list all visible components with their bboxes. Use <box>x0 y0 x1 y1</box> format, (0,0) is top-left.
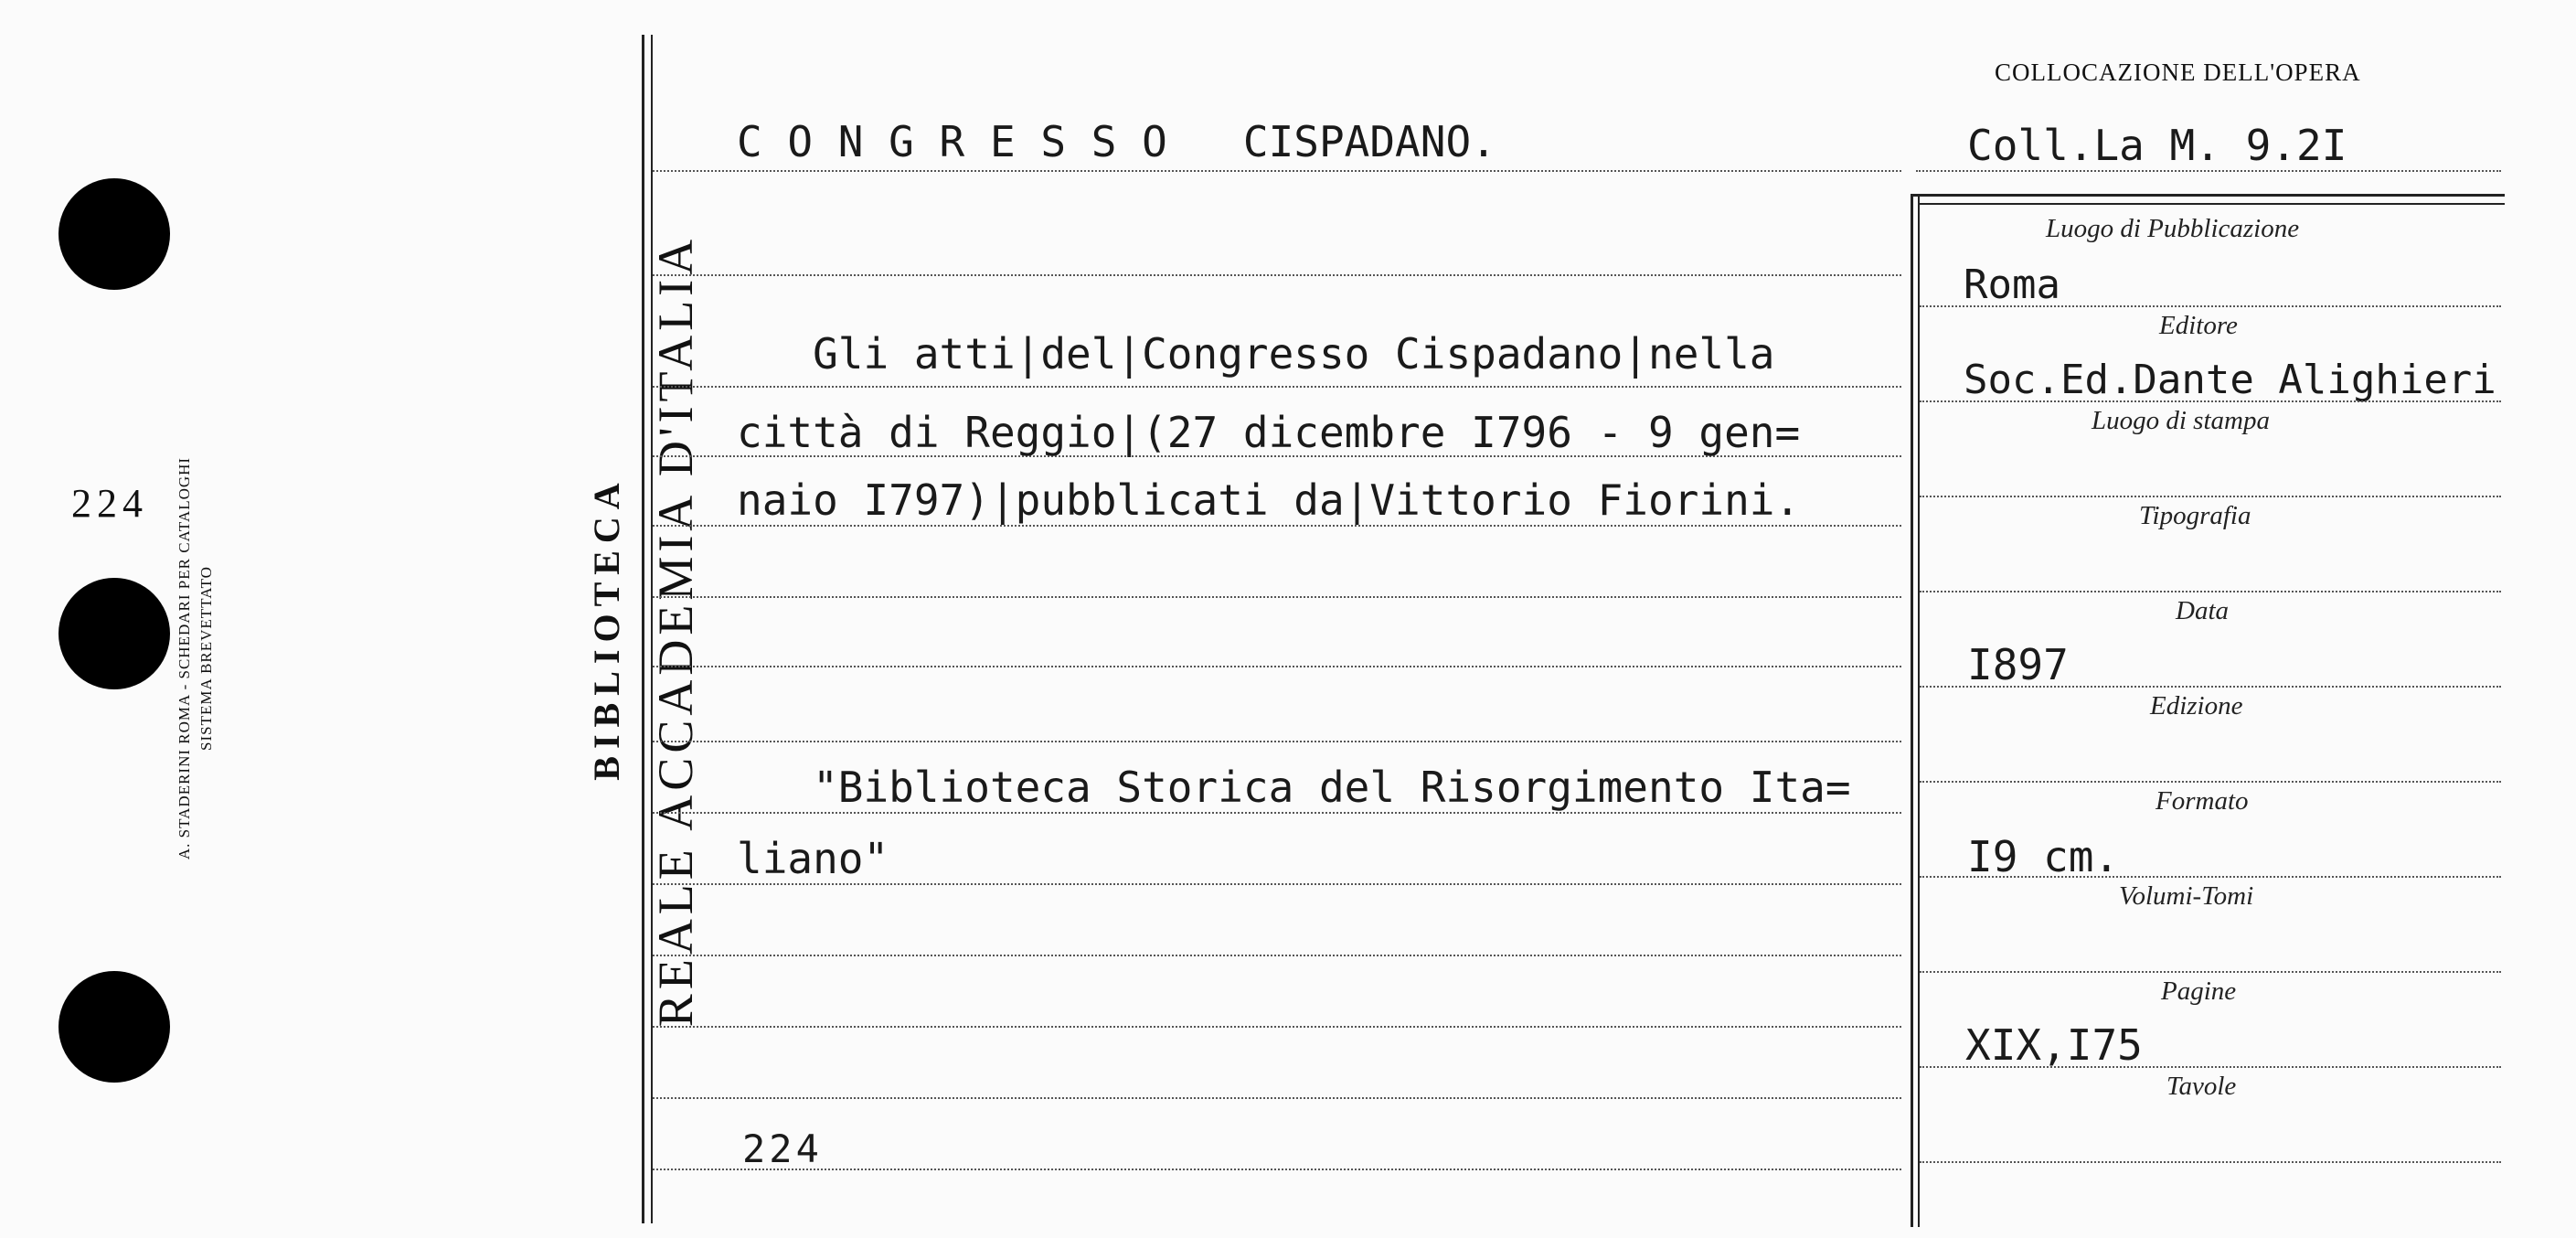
field-value-data: I897 <box>1967 640 2069 689</box>
field-label-tipografia: Tipografia <box>2139 501 2251 530</box>
main-rule <box>653 812 1901 814</box>
side-left-border-inner <box>1918 194 1920 1227</box>
field-value-editore: Soc.Ed.Dante Alighieri <box>1964 357 2496 403</box>
main-rule <box>653 741 1901 742</box>
printer-imprint-line2: SISTEMA BREVETTATO <box>197 566 215 751</box>
series-line-1: "Biblioteca Storica del Risorgimento Ita= <box>737 763 1851 812</box>
field-value-luogo-pubblicazione: Roma <box>1964 261 2060 308</box>
title-line-2: città di Reggio|(27 dicembre I796 - 9 gen= <box>737 408 1801 457</box>
main-rule <box>653 883 1901 885</box>
side-rule <box>1920 686 2501 688</box>
side-top-border-inner <box>1918 203 2505 205</box>
department-name: BIBLIOTECA <box>586 475 627 781</box>
institution-name: REALE ACCADEMIA D'ITALIA <box>648 234 703 1028</box>
collocation-value: Coll.La M. 9.2I <box>1967 121 2347 170</box>
main-left-border <box>642 35 644 1223</box>
field-label-editore: Editore <box>2159 311 2238 340</box>
main-rule <box>653 170 1901 172</box>
field-label-luogo-pubblicazione: Luogo di Pubblicazione <box>2046 214 2300 243</box>
side-rule <box>1920 1161 2501 1163</box>
printer-imprint <box>174 375 229 942</box>
title-line-3: naio I797)|pubblicati da|Vittorio Fiorini. <box>737 475 1801 525</box>
field-label-volumi-tomi: Volumi-Tomi <box>2119 881 2254 911</box>
main-rule <box>653 386 1901 388</box>
side-rule <box>1920 1066 2501 1068</box>
field-label-formato: Formato <box>2156 786 2249 816</box>
field-label-data: Data <box>2176 596 2229 625</box>
main-left-border-inner <box>651 35 653 1223</box>
collocation-header: COLLOCAZIONE DELL'OPERA <box>1995 59 2361 86</box>
side-rule <box>1920 591 2501 592</box>
field-label-tavole: Tavole <box>2166 1072 2237 1101</box>
bottom-card-number: 224 <box>742 1126 823 1171</box>
printer-imprint-line1: A. STADERINI ROMA - SCHEDARI PER CATALOGHI <box>176 456 193 860</box>
card-heading: C O N G R E S S O CISPADANO. <box>737 117 1496 166</box>
main-rule <box>653 1097 1901 1099</box>
side-rule <box>1920 876 2501 878</box>
punch-hole-bottom <box>59 971 170 1083</box>
punch-hole-top <box>59 178 170 290</box>
main-rule <box>653 274 1901 276</box>
collocation-rule <box>1916 170 2501 172</box>
main-rule <box>653 596 1901 598</box>
series-line-2: liano" <box>737 834 889 883</box>
side-rule <box>1920 971 2501 973</box>
side-rule <box>1920 496 2501 497</box>
main-rule <box>653 666 1901 667</box>
side-rule <box>1920 400 2501 402</box>
side-top-border <box>1911 194 2505 197</box>
field-value-pagine: XIX,I75 <box>1965 1020 2143 1070</box>
field-label-pagine: Pagine <box>2161 977 2237 1006</box>
field-label-edizione: Edizione <box>2150 691 2243 720</box>
main-rule <box>653 1026 1901 1028</box>
field-label-luogo-stampa: Luogo di stampa <box>2092 406 2270 435</box>
side-rule <box>1920 305 2501 307</box>
left-card-number: 224 <box>71 481 148 526</box>
title-line-1: Gli atti|del|Congresso Cispadano|nella <box>737 329 1775 379</box>
main-rule <box>653 525 1901 527</box>
side-left-border <box>1911 194 1913 1227</box>
side-rule <box>1920 781 2501 783</box>
field-value-formato: I9 cm. <box>1967 832 2120 881</box>
punch-hole-middle <box>59 578 170 689</box>
main-rule <box>653 955 1901 956</box>
main-rule <box>653 1169 1901 1170</box>
